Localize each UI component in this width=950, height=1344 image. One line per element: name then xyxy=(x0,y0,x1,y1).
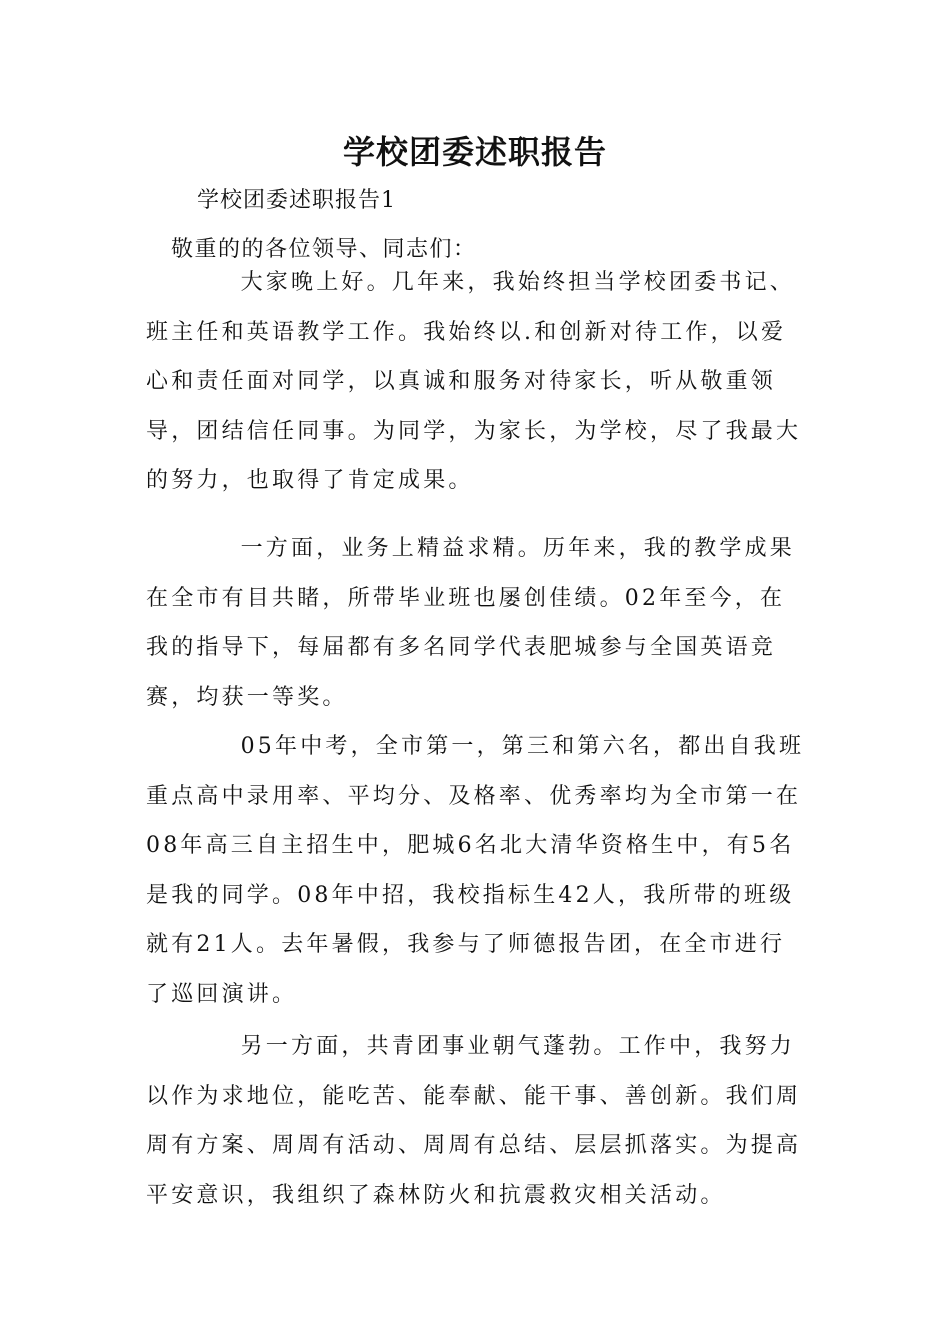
body-paragraph-4-block xyxy=(146,1022,808,1220)
body-paragraph-3-block xyxy=(146,722,808,1019)
document-title: 学校团委述职报告 xyxy=(342,133,607,171)
body-paragraph: 大家晚上好。几年来，我始终担当学校团委书记、班主任和英语教学工作。我始终以.和创新对待工作，以爱心和责任面对同学，以真诚和服务对待家长，听从敬重领导，团结信任同事。为同学，为家长，为学校，尽了我最大的努力，也取得了肯定成果。 xyxy=(146,270,802,493)
body-paragraph: 另一方面，共青团事业朝气蓬勃。工作中，我努力以作为求地位，能吃苦、能奉献、能干事、善创新。我们周周有方案、周周有活动、周周有总结、层层抓落实。为提高平安意识，我组织了森林防火和抗震救灾相关活动。 xyxy=(146,1034,802,1208)
body-paragraph: 一方面，业务上精益求精。历年来，我的教学成果在全市有目共睹，所带毕业班也屡创佳绩。02年至今，在我的指导下，每届都有多名同学代表肥城参与全国英语竞赛，均获一等奖。 xyxy=(146,536,795,710)
body-paragraph-2-block xyxy=(146,524,808,722)
document-subtitle: 学校团委述职报告1 xyxy=(197,188,396,213)
body-paragraph: 05年中考，全市第一，第三和第六名，都出自我班重点高中录用率、平均分、及格率、优秀率均为全市第一在08年高三自主招生中，肥城6名北大清华资格生中，有5名是我的同学。08年中招，我校指标生42人，我所带的班级就有21人。去年暑假，我参与了师德报告团，在全市进行了巡回演讲。 xyxy=(146,734,805,1007)
salutation: 敬重的的各位领导、同志们： xyxy=(171,237,477,262)
body-paragraph-1-block xyxy=(146,258,808,506)
